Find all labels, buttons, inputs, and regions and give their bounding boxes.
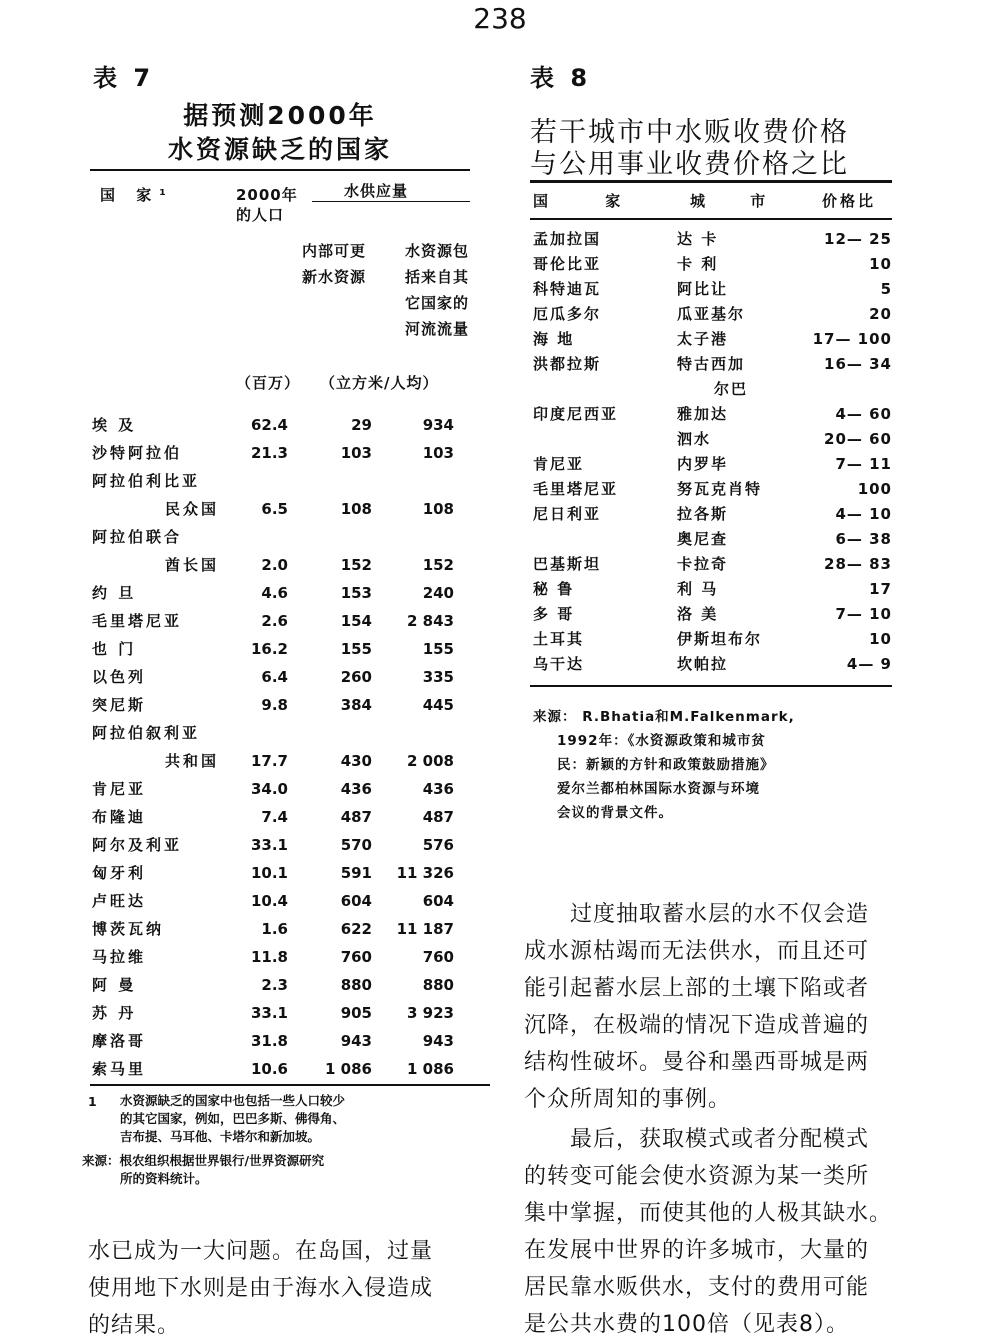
city-name: 伊斯坦布尔 <box>677 630 763 648</box>
population-value: 1.6 <box>261 920 288 938</box>
internal-water-value: 880 <box>340 976 372 994</box>
price-ratio: 10 <box>869 255 892 273</box>
table-row <box>0 602 1000 627</box>
country-name: 博茨瓦纳 <box>92 920 165 938</box>
internal-water-value: 153 <box>340 584 372 602</box>
total-water-value: 604 <box>422 892 454 910</box>
population-value: 16.2 <box>250 640 288 658</box>
population-value: 33.1 <box>250 1004 288 1022</box>
population-value: 62.4 <box>250 416 288 434</box>
country-name: 哥伦比亚 <box>533 255 602 273</box>
country-name-continued: 共和国 <box>165 752 220 770</box>
right-body-line9: 集中掌握，而使其他的人极其缺水。 <box>524 1201 893 1226</box>
population-value: 2.3 <box>261 976 288 994</box>
internal-water-value: 570 <box>340 836 372 854</box>
country-name-continued: 酋长国 <box>165 556 220 574</box>
table-row <box>0 552 1000 577</box>
total-water-value: 943 <box>422 1032 454 1050</box>
country-name: 苏 丹 <box>92 1004 137 1022</box>
country-name: 印度尼西亚 <box>533 405 619 423</box>
table7-source-line2: 所的资料统计。 <box>120 1171 208 1186</box>
table7-header-pop-unit: （百万） <box>236 374 301 392</box>
internal-water-value: 154 <box>340 612 372 630</box>
table7-header-internal-line2: 新水资源 <box>302 268 367 286</box>
city-name: 卡拉奇 <box>677 555 729 573</box>
country-name: 科特迪瓦 <box>533 280 602 298</box>
price-ratio: 16— 34 <box>824 355 892 373</box>
table-row <box>0 402 1000 427</box>
country-name: 厄瓜多尔 <box>533 305 602 323</box>
internal-water-value: 1 086 <box>325 1060 372 1078</box>
country-name: 以色列 <box>92 668 147 686</box>
table7-header-total-line2: 括来自其 <box>405 268 470 286</box>
population-value: 7.4 <box>261 808 288 826</box>
table-row <box>0 352 1000 377</box>
table7-title-line2: 水资源缺乏的国家 <box>167 135 392 164</box>
table7-title-line1: 据预测2000年 <box>183 101 377 130</box>
table8-header-country: 国 家 <box>533 192 647 210</box>
table7-header-total-line4: 河流流量 <box>405 320 470 338</box>
price-ratio: 20— 60 <box>824 430 892 448</box>
city-name: 瓜亚基尔 <box>677 305 746 323</box>
internal-water-value: 108 <box>340 500 372 518</box>
price-ratio: 10 <box>869 630 892 648</box>
table8-label: 表 8 <box>530 64 592 92</box>
total-water-value: 880 <box>422 976 454 994</box>
total-water-value: 152 <box>422 556 454 574</box>
city-name: 特古西加 <box>677 355 746 373</box>
table8-header-city: 城 市 <box>690 192 786 210</box>
table7-source-line1: 来源：根农组织根据世界银行/世界资源研究 <box>82 1153 325 1168</box>
price-ratio: 17— 100 <box>812 330 892 348</box>
left-body-line3: 的结果。 <box>88 1313 181 1338</box>
table7-header-total-line1: 水资源包 <box>405 242 470 260</box>
total-water-value: 240 <box>422 584 454 602</box>
right-body-line12: 是公共水费的100倍（见表8）。 <box>524 1312 849 1337</box>
population-value: 6.5 <box>261 500 288 518</box>
city-name: 雅加达 <box>677 405 729 423</box>
country-name: 毛里塔尼亚 <box>533 480 619 498</box>
right-body-line3: 能引起蓄水层上部的土壤下陷或者 <box>524 976 870 1001</box>
table8-source-line5: 会议的背景文件。 <box>557 805 673 821</box>
city-name: 达 卡 <box>677 230 719 248</box>
table-row <box>0 452 1000 477</box>
price-ratio: 20 <box>869 305 892 323</box>
price-ratio: 17 <box>869 580 892 598</box>
table-row <box>0 627 1000 652</box>
table7-footnote-line3: 吉布提、马耳他、卡塔尔和新加坡。 <box>120 1129 321 1144</box>
total-water-value: 155 <box>422 640 454 658</box>
table7-footnote-line1: 水资源缺乏的国家中也包括一些人口较少 <box>120 1093 346 1108</box>
total-water-value: 2 843 <box>407 612 454 630</box>
country-name: 阿拉伯叙利亚 <box>92 724 201 742</box>
left-body-line2: 使用地下水则是由于海水入侵造成 <box>88 1276 434 1301</box>
population-value: 2.0 <box>261 556 288 574</box>
city-name: 太子港 <box>677 330 729 348</box>
table-row <box>0 427 1000 452</box>
country-name: 也 门 <box>92 640 137 658</box>
right-body-line4: 沉降，在极端的情况下造成普遍的 <box>524 1013 870 1038</box>
total-water-value: 934 <box>422 416 454 434</box>
table-row <box>0 502 1000 527</box>
price-ratio: 7— 10 <box>835 605 892 623</box>
internal-water-value: 487 <box>340 808 372 826</box>
country-name: 肯尼亚 <box>533 455 585 473</box>
table-row <box>0 652 1000 677</box>
total-water-value: 3 923 <box>407 1004 454 1022</box>
country-name: 海 地 <box>533 330 575 348</box>
country-name: 阿 曼 <box>92 976 137 994</box>
total-water-value: 760 <box>422 948 454 966</box>
table-row <box>0 227 1000 252</box>
city-name: 阿比让 <box>677 280 729 298</box>
internal-water-value: 155 <box>340 640 372 658</box>
table8-header-ratio: 价格比 <box>822 192 877 210</box>
population-value: 33.1 <box>250 836 288 854</box>
total-water-value: 445 <box>422 696 454 714</box>
city-name: 努瓦克肖特 <box>677 480 763 498</box>
internal-water-value: 905 <box>340 1004 372 1022</box>
city-name: 拉各斯 <box>677 505 729 523</box>
right-body-line1: 过度抽取蓄水层的水不仅会造 <box>570 902 870 927</box>
population-value: 21.3 <box>250 444 288 462</box>
table8-bottom-rule <box>530 685 892 687</box>
table-row <box>0 252 1000 277</box>
table7-header-country: 国 家¹ <box>100 186 174 204</box>
country-name: 阿拉伯联合 <box>92 528 183 546</box>
internal-water-value: 152 <box>340 556 372 574</box>
internal-water-value: 604 <box>340 892 372 910</box>
table8-title-line2: 与公用事业收费价格之比 <box>530 149 849 180</box>
internal-water-value: 430 <box>340 752 372 770</box>
table8-source-line3: 民：新颖的方针和政策鼓励措施》 <box>557 757 775 773</box>
internal-water-value: 760 <box>340 948 372 966</box>
price-ratio: 7— 11 <box>835 455 892 473</box>
page-number: 238 <box>473 2 527 35</box>
city-name: 利 马 <box>677 580 719 598</box>
price-ratio: 4— 60 <box>835 405 892 423</box>
price-ratio: 4— 9 <box>846 655 892 673</box>
table8-source-line2: 1992年：《水资源政策和城市贫 <box>557 733 766 749</box>
total-water-value: 436 <box>422 780 454 798</box>
total-water-value: 103 <box>422 444 454 462</box>
country-name: 阿拉伯利比亚 <box>92 472 201 490</box>
total-water-value: 1 086 <box>407 1060 454 1078</box>
table-row <box>0 327 1000 352</box>
country-name: 乌干达 <box>533 655 585 673</box>
price-ratio: 4— 10 <box>835 505 892 523</box>
population-value: 4.6 <box>261 584 288 602</box>
table7-footnote-mark: 1 <box>88 1094 97 1109</box>
total-water-value: 576 <box>422 836 454 854</box>
total-water-value: 2 008 <box>407 752 454 770</box>
country-name: 突尼斯 <box>92 696 147 714</box>
table-row <box>0 527 1000 552</box>
country-name: 洪都拉斯 <box>533 355 602 373</box>
price-ratio: 100 <box>857 480 892 498</box>
internal-water-value: 29 <box>351 416 372 434</box>
right-body-line6: 个众所周知的事例。 <box>524 1087 732 1112</box>
table-row <box>0 377 1000 402</box>
right-body-line10: 在发展中世界的许多城市，大量的 <box>524 1238 870 1263</box>
country-name: 土耳其 <box>533 630 585 648</box>
total-water-value: 11 326 <box>396 864 454 882</box>
country-name: 卢旺达 <box>92 892 147 910</box>
table7-header-water-unit: （立方米/人均） <box>320 374 439 392</box>
city-name: 洛 美 <box>677 605 719 623</box>
internal-water-value: 103 <box>340 444 372 462</box>
price-ratio: 28— 83 <box>824 555 892 573</box>
country-name: 埃 及 <box>92 416 137 434</box>
table7-header-internal-line1: 内部可更 <box>302 242 367 260</box>
total-water-value: 108 <box>422 500 454 518</box>
left-body-line1: 水已成为一大问题。在岛国，过量 <box>88 1239 434 1264</box>
table7-footnote-line2: 的其它国家，例如，巴巴多斯、佛得角、 <box>120 1111 346 1126</box>
country-name: 毛里塔尼亚 <box>92 612 183 630</box>
table-row <box>0 477 1000 502</box>
country-name: 孟加拉国 <box>533 230 602 248</box>
price-ratio: 5 <box>880 280 892 298</box>
population-value: 17.7 <box>250 752 288 770</box>
country-name: 尼日利亚 <box>533 505 602 523</box>
population-value: 10.6 <box>250 1060 288 1078</box>
right-body-line5: 结构性破坏。曼谷和墨西哥城是两 <box>524 1050 870 1075</box>
country-name-continued: 民众国 <box>165 500 220 518</box>
country-name: 阿尔及利亚 <box>92 836 183 854</box>
table8-source-line4: 爱尔兰都柏林国际水资源与环境 <box>557 781 760 797</box>
population-value: 2.6 <box>261 612 288 630</box>
internal-water-value: 943 <box>340 1032 372 1050</box>
population-value: 11.8 <box>250 948 288 966</box>
country-name: 摩洛哥 <box>92 1032 147 1050</box>
total-water-value: 11 187 <box>396 920 454 938</box>
country-name: 索马里 <box>92 1060 147 1078</box>
table-row <box>0 277 1000 302</box>
right-body-line11: 居民靠水贩供水，支付的费用可能 <box>524 1275 870 1300</box>
population-value: 31.8 <box>250 1032 288 1050</box>
city-name: 内罗毕 <box>677 455 729 473</box>
table7-header-supply: 水供应量 <box>344 182 409 200</box>
city-name: 坎帕拉 <box>677 655 729 673</box>
population-value: 9.8 <box>261 696 288 714</box>
country-name: 肯尼亚 <box>92 780 147 798</box>
population-value: 10.4 <box>250 892 288 910</box>
right-body-line7: 最后，获取模式或者分配模式 <box>570 1127 870 1152</box>
internal-water-value: 436 <box>340 780 372 798</box>
population-value: 6.4 <box>261 668 288 686</box>
country-name: 布隆迪 <box>92 808 147 826</box>
city-name-continued: 尔巴 <box>714 380 749 398</box>
internal-water-value: 384 <box>340 696 372 714</box>
city-name: 泗水 <box>677 430 712 448</box>
total-water-value: 335 <box>422 668 454 686</box>
right-body-line8: 的转变可能会使水资源为某一类所 <box>524 1164 870 1189</box>
country-name: 多 哥 <box>533 605 575 623</box>
internal-water-value: 591 <box>340 864 372 882</box>
country-name: 马拉维 <box>92 948 147 966</box>
total-water-value: 487 <box>422 808 454 826</box>
population-value: 34.0 <box>250 780 288 798</box>
country-name: 约 旦 <box>92 584 137 602</box>
table8-title-line1: 若干城市中水贩收费价格 <box>530 117 849 148</box>
city-name: 卡 利 <box>677 255 719 273</box>
city-name: 奥尼查 <box>677 530 729 548</box>
price-ratio: 6— 38 <box>835 530 892 548</box>
internal-water-value: 260 <box>340 668 372 686</box>
table7-label: 表 7 <box>93 64 155 92</box>
country-name: 巴基斯坦 <box>533 555 602 573</box>
country-name: 匈牙利 <box>92 864 147 882</box>
population-value: 10.1 <box>250 864 288 882</box>
country-name: 秘 鲁 <box>533 580 575 598</box>
table7-header-total-line3: 它国家的 <box>405 294 470 312</box>
price-ratio: 12— 25 <box>824 230 892 248</box>
internal-water-value: 622 <box>340 920 372 938</box>
table7-header-pop-line1: 2000年 <box>236 186 298 204</box>
country-name: 沙特阿拉伯 <box>92 444 183 462</box>
table7-header-pop-line2: 的人口 <box>236 206 285 224</box>
table-row <box>0 577 1000 602</box>
right-body-line2: 成水源枯竭而无法供水，而且还可 <box>524 939 870 964</box>
table-row <box>0 302 1000 327</box>
table8-source-line1: 来源： R.Bhatia和M.Falkenmark, <box>533 709 795 725</box>
